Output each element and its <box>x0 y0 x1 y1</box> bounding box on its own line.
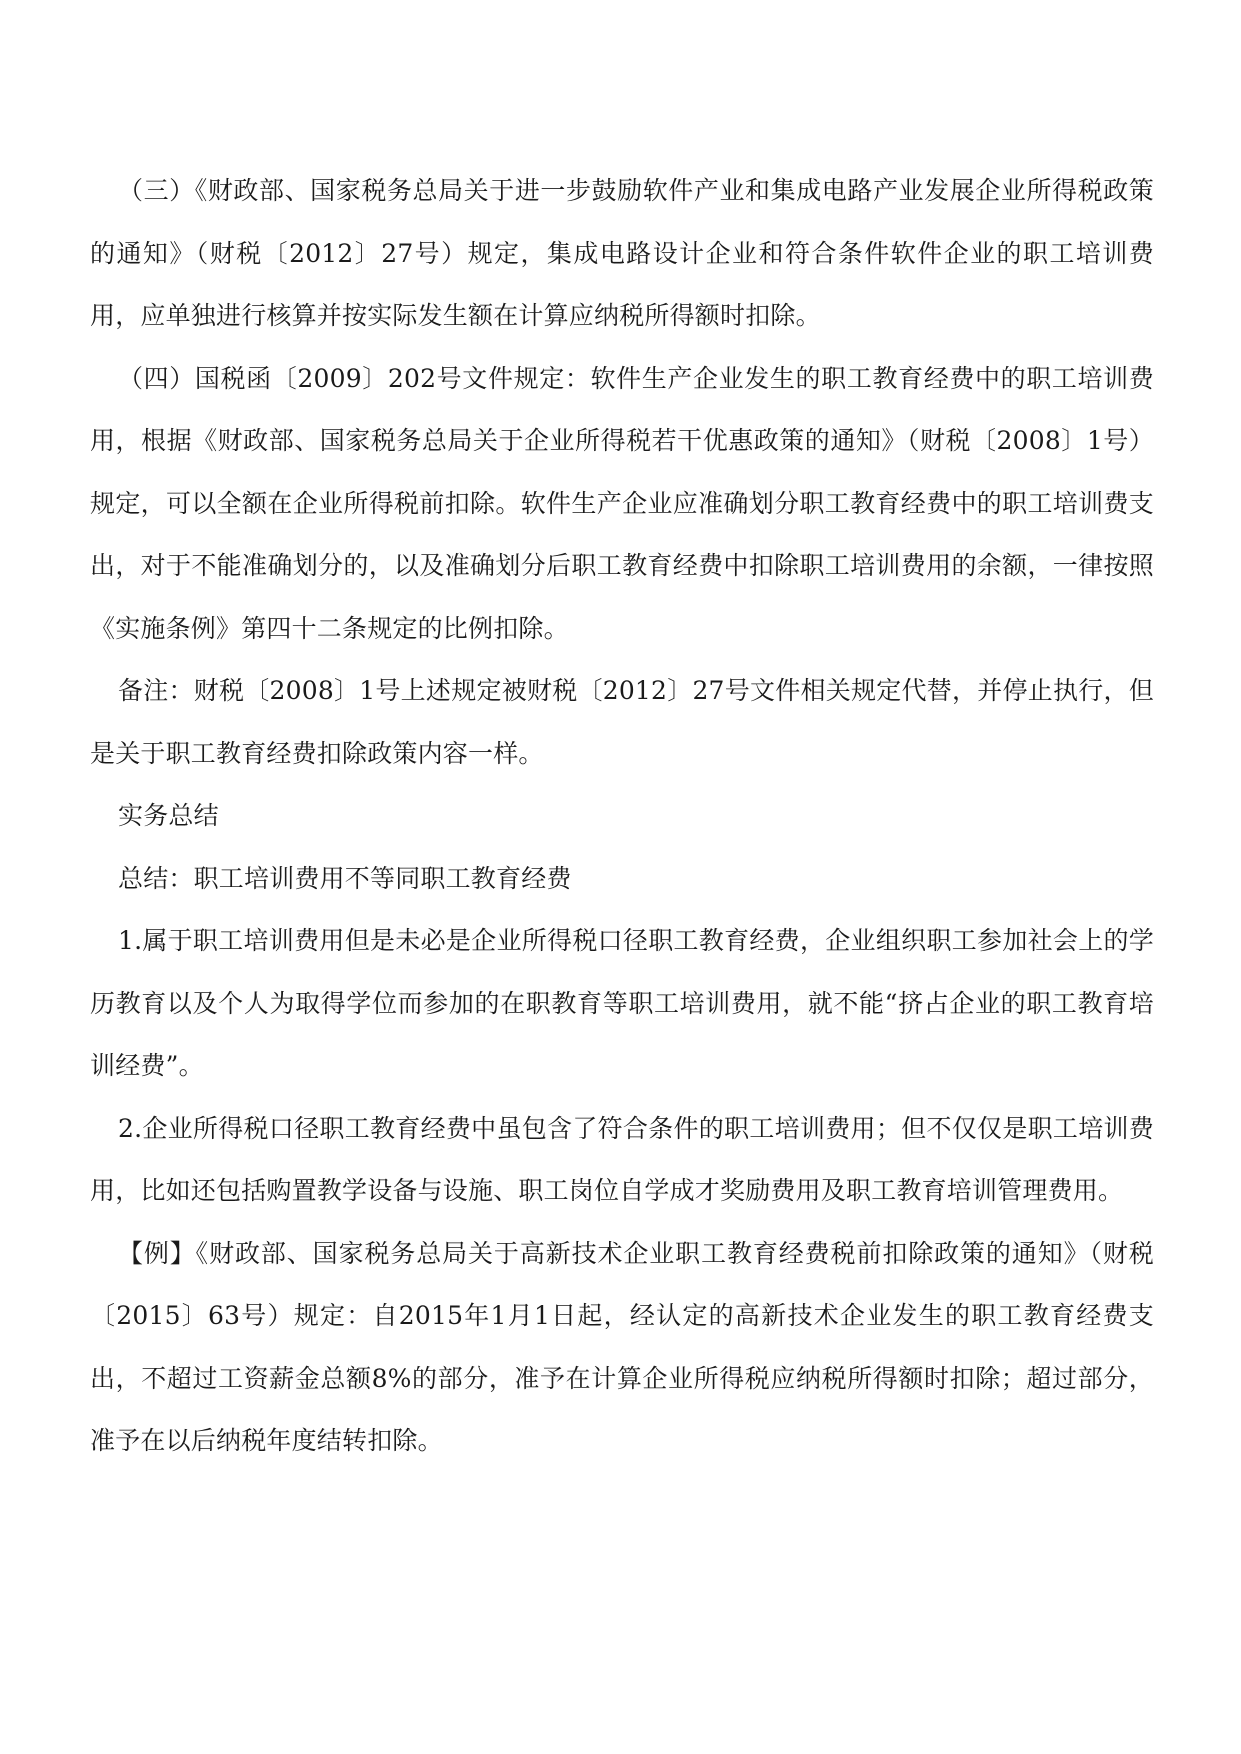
document-body <box>90 160 1154 1473</box>
section-heading-practice-summary: 实务总结 <box>118 801 219 830</box>
list-item-2: 2.企业所得税口径职工教育经费中虽包含了符合条件的职工培训费用；但不仅仅是职工培训费用，比如还包括购置教学设备与设施、职工岗位自学成才奖励费用及职工教育培训管理费用。 <box>90 1113 1154 1205</box>
paragraph-policy-2012-27: （三）《财政部、国家税务总局关于进一步鼓励软件产业和集成电路产业发展企业所得税政策的通知》（财税〔2012〕27号）规定，集成电路设计企业和符合条件软件企业的职工培训费用，应单独进行核算并按实际发生额在计算应纳税所得额时扣除。 <box>90 176 1154 330</box>
paragraph-summary: 总结：职工培训费用不等同职工教育经费 <box>118 863 572 893</box>
paragraph-example: 【例】《财政部、国家税务总局关于高新技术企业职工教育经费税前扣除政策的通知》（财税〔2015〕63号）规定：自2015年1月1日起，经认定的高新技术企业发生的职工教育经费支出，不超过工资薪金总额8%的部分，准予在计算企业所得税应纳税所得额时扣除；超过部分，准予在以后纳税年度结转扣除。 <box>90 1238 1154 1455</box>
paragraph-guoshuihan-2009-202: （四）国税函〔2009〕202号文件规定：软件生产企业发生的职工教育经费中的职工培训费用，根据《财政部、国家税务总局关于企业所得税若干优惠政策的通知》（财税〔2008〕1号）规定，可以全额在企业所得税前扣除。软件生产企业应准确划分职工教育经费中的职工培训费支出，对于不能准确划分的，以及准确划分后职工教育经费中扣除职工培训费用的余额，一律按照《实施条例》第四十二条规定的比例扣除。 <box>90 363 1154 643</box>
list-item-1: 1.属于职工培训费用但是未必是企业所得税口径职工教育经费，企业组织职工参加社会上的学历教育以及个人为取得学位而参加的在职教育等职工培训费用，就不能“挤占企业的职工教育培训经费”。 <box>90 926 1154 1080</box>
paragraph-remark: 备注：财税〔2008〕1号上述规定被财税〔2012〕27号文件相关规定代替，并停止执行，但是关于职工教育经费扣除政策内容一样。 <box>90 676 1154 768</box>
